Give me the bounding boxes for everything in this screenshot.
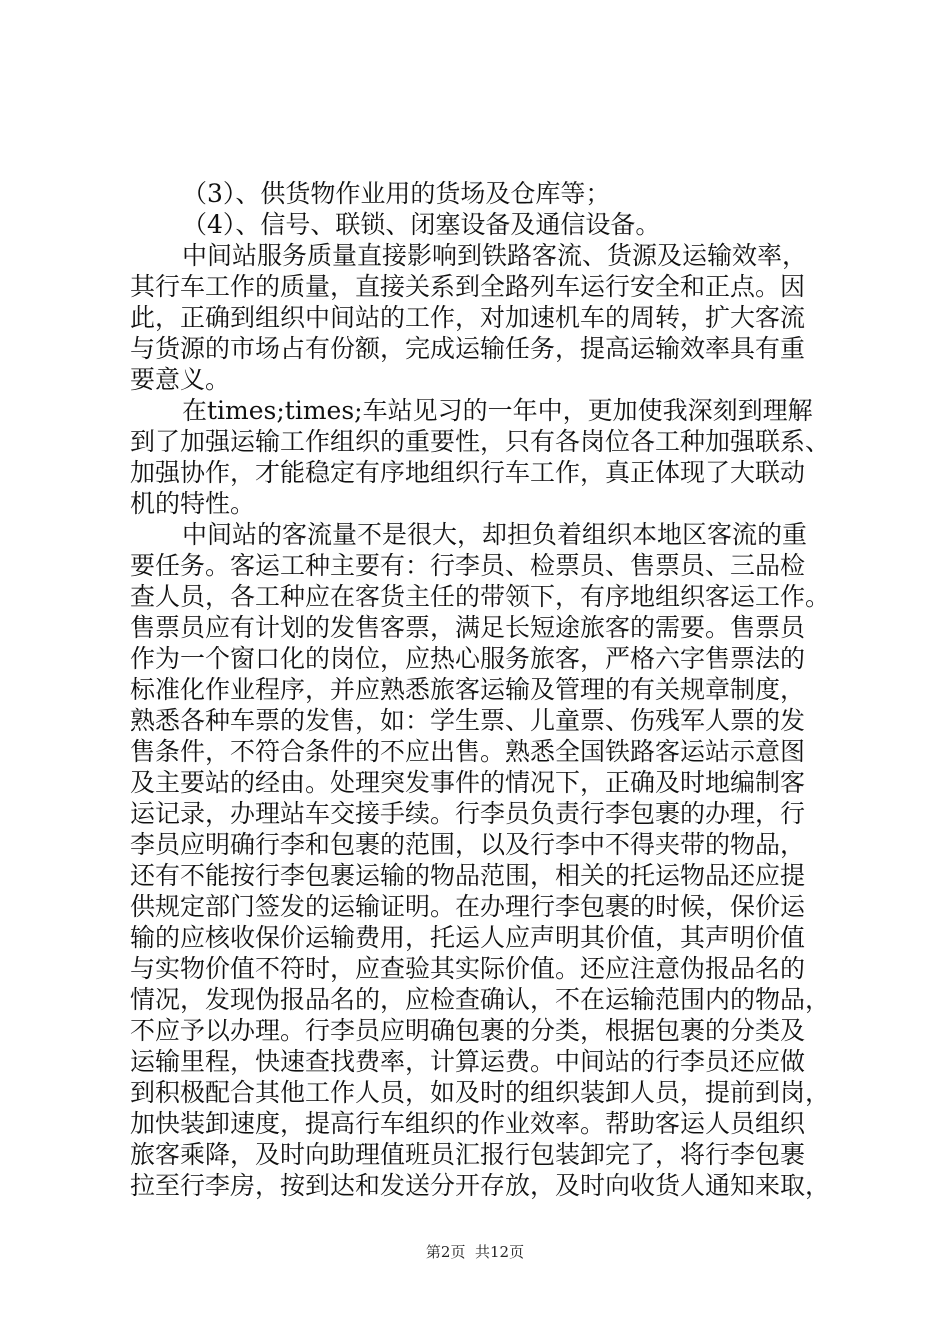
text-line: 中间站的客流量不是很大，却担负着组织本地区客流的重 [182,520,808,549]
text-line: 李员应明确行李和包裹的范围，以及行李中不得夹带的物品， [130,830,806,859]
text-line: 中间站服务质量直接影响到铁路客流、货源及运输效率， [182,241,808,270]
text-line: 要意义。 [130,365,231,394]
text-line: 加强协作，才能稳定有序地组织行车工作，真正体现了大联动 [130,458,806,487]
text-line: （4）、信号、联锁、闭塞设备及通信设备。 [182,210,661,239]
text-line: 加快装卸速度，提高行车组织的作业效率。帮助客运人员组织 [130,1109,806,1138]
text-line: 机的特性。 [130,489,256,518]
text-line: （3）、供货物作业用的货场及仓库等； [182,179,611,208]
text-line: 与货源的市场占有份额，完成运输任务，提高运输效率具有重 [130,334,806,363]
text-line: 要任务。客运工种主要有：行李员、检票员、售票员、三品检 [130,551,806,580]
text-line: 到积极配合其他工作人员，如及时的组织装卸人员，提前到岗， [130,1078,831,1107]
text-line: 熟悉各种车票的发售，如：学生票、儿童票、伤残军人票的发 [130,706,806,735]
text-line: 标准化作业程序，并应熟悉旅客运输及管理的有关规章制度， [130,675,806,704]
text-line: 售票员应有计划的发售客票，满足长短途旅客的需要。售票员 [130,613,806,642]
text-line: 不应予以办理。行李员应明确包裹的分类，根据包裹的分类及 [130,1016,806,1045]
text-line: 其行车工作的质量，直接关系到全路列车运行安全和正点。因 [130,272,806,301]
text-line: 情况，发现伪报品名的，应检查确认，不在运输范围内的物品， [130,985,831,1014]
text-line: 输的应核收保价运输费用，托运人应声明其价值，其声明价值 [130,923,806,952]
text-line: 旅客乘降，及时向助理值班员汇报行包装卸完了，将行李包裹 [130,1140,806,1169]
text-line: 查人员，各工种应在客货主任的带领下，有序地组织客运工作。 [130,582,831,611]
text-line: 运输里程，快速查找费率，计算运费。中间站的行李员还应做 [130,1047,806,1076]
text-line: 还有不能按行李包裹运输的物品范围，相关的托运物品还应提 [130,861,806,890]
text-line: 运记录，办理站车交接手续。行李员负责行李包裹的办理，行 [130,799,806,828]
page-number-footer: 第2页 共12页 [425,1243,525,1261]
text-line: 与实物价值不符时，应查验其实际价值。还应注意伪报品名的 [130,954,806,983]
text-line: 到了加强运输工作组织的重要性，只有各岗位各工种加强联系、 [130,427,831,456]
text-line: 在times;times;车站见习的一年中，更加使我深刻到理解 [182,396,813,425]
text-line: 及主要站的经由。处理突发事件的情况下，正确及时地编制客 [130,768,806,797]
text-line: 拉至行李房，按到达和发送分开存放，及时向收货人通知来取， [130,1171,831,1200]
text-line: 供规定部门签发的运输证明。在办理行李包裹的时候，保价运 [130,892,806,921]
text-line: 售条件，不符合条件的不应出售。熟悉全国铁路客运站示意图 [130,737,806,766]
text-line: 作为一个窗口化的岗位，应热心服务旅客，严格六字售票法的 [130,644,806,673]
text-line: 此，正确到组织中间站的工作，对加速机车的周转，扩大客流 [130,303,806,332]
